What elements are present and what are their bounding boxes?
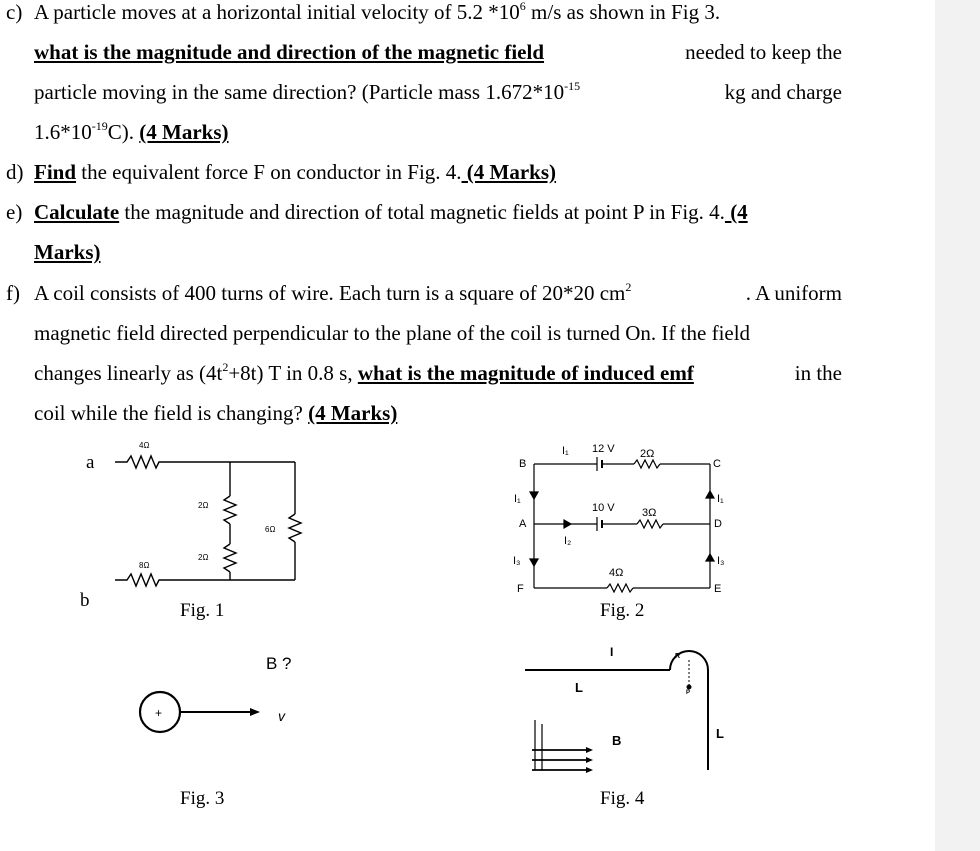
question-c-line1-end: m/s as shown in Fig 3. bbox=[525, 0, 721, 24]
fig2-arrow-i3-left bbox=[530, 559, 538, 566]
fig3-diagram bbox=[130, 645, 330, 745]
fig1-resistor-bottom bbox=[115, 574, 165, 586]
fig2-r-mid: 3Ω bbox=[642, 507, 657, 519]
question-e bbox=[0, 192, 935, 272]
fig4-diagram bbox=[520, 620, 750, 780]
question-c-line4: 1.6*10 bbox=[34, 120, 92, 144]
question-c-emphasis: what is the magnitude and direction of the magnetic field bbox=[34, 40, 545, 64]
question-d-verb: Find bbox=[34, 160, 77, 184]
fig2-circuit bbox=[512, 436, 742, 596]
fig1-r-top-label: 4Ω bbox=[139, 441, 150, 450]
question-f-marks: (4 Marks) bbox=[308, 401, 398, 425]
fig3-caption: Fig. 3 bbox=[180, 788, 225, 809]
fig1-r-right-label: 6Ω bbox=[265, 525, 276, 534]
fig4-conductor-2-arrow bbox=[586, 757, 593, 763]
question-d-text bbox=[34, 152, 842, 192]
question-e-marks-part1: (4 bbox=[724, 200, 748, 224]
fig2-r-bot: 4Ω bbox=[609, 567, 624, 579]
fig4-length-label-1: L bbox=[575, 680, 583, 695]
fig2-node-f: F bbox=[517, 583, 524, 595]
fig2-arrow-i2 bbox=[564, 520, 571, 528]
fig4-field-label: B bbox=[612, 733, 622, 748]
question-c bbox=[0, 0, 935, 152]
velocity-exponent: 6 bbox=[519, 0, 526, 13]
fig3-field-label: B ? bbox=[266, 654, 292, 673]
fig1-terminal-b: b bbox=[80, 590, 90, 611]
fig2-arrow-i3-right bbox=[706, 554, 714, 561]
fig2-v-mid: 10 V bbox=[592, 502, 615, 514]
fig4-length-label-2: L bbox=[716, 726, 724, 741]
fig4-caption: Fig. 4 bbox=[600, 788, 645, 809]
question-e-label: e) bbox=[6, 200, 23, 224]
fig2-i2: I₂ bbox=[564, 535, 572, 547]
question-c-line1: A particle moves at a horizontal initial velocity of 5.2 *10 bbox=[34, 0, 520, 24]
question-d bbox=[0, 152, 935, 192]
question-d-marks: (4 Marks) bbox=[461, 160, 557, 184]
fig1-r-bottom-label: 8Ω bbox=[139, 561, 150, 570]
question-e-body: the magnitude and direction of total magnetic fields at point P in Fig. 4. bbox=[119, 200, 725, 224]
question-f-line4: coil while the field is changing? bbox=[34, 401, 309, 425]
fig2-node-a: A bbox=[519, 518, 527, 530]
fig1-r-mid2-label: 2Ω bbox=[198, 553, 209, 562]
fig2-r-top: 2Ω bbox=[640, 448, 655, 460]
time-exponent: 2 bbox=[222, 360, 229, 374]
fig3-velocity-label: v bbox=[278, 708, 285, 724]
fig1-terminal-a: a bbox=[86, 452, 95, 473]
question-e-text bbox=[34, 192, 842, 272]
fig2-node-d: D bbox=[714, 518, 722, 530]
fig1-resistor-top bbox=[115, 456, 165, 468]
fig4-current-label: I bbox=[610, 645, 614, 659]
fig1-resistor-mid2 bbox=[224, 544, 236, 572]
fig2-i3-right: I₃ bbox=[717, 555, 725, 567]
fig2-i1-right: I₁ bbox=[717, 493, 724, 505]
fig1-resistor-right bbox=[289, 514, 301, 542]
fig4-conductor-3-arrow bbox=[586, 767, 593, 773]
question-f-label: f) bbox=[6, 281, 20, 305]
question-c-line2-end: needed to keep the bbox=[679, 40, 842, 64]
fig4-point-p bbox=[687, 685, 691, 689]
fig4-radius-label: R bbox=[675, 653, 681, 660]
right-margin-panel bbox=[935, 0, 980, 851]
question-c-marks: (4 Marks) bbox=[139, 120, 229, 144]
fig1-circuit bbox=[105, 438, 335, 598]
question-c-line4-end: C). bbox=[107, 120, 140, 144]
fig2-resistor-bottom bbox=[607, 584, 633, 592]
fig4-point-label: P bbox=[686, 690, 691, 696]
fig2-node-e: E bbox=[714, 583, 722, 595]
question-f bbox=[0, 273, 935, 433]
area-exponent: 2 bbox=[625, 280, 632, 294]
fig4-conductor-1-arrow bbox=[586, 747, 593, 753]
question-e-verb: Calculate bbox=[34, 200, 120, 224]
fig2-v-top: 12 V bbox=[592, 443, 615, 455]
question-c-label: c) bbox=[6, 0, 23, 24]
question-f-line1: A coil consists of 400 turns of wire. Each turn is a square of 20*20 cm bbox=[34, 281, 626, 305]
fig2-arrow-i1-left bbox=[530, 492, 538, 499]
question-d-label: d) bbox=[6, 160, 24, 184]
fig1-resistor-mid1 bbox=[224, 496, 236, 524]
question-d-body: the equivalent force F on conductor in Fig. 4. bbox=[76, 160, 462, 184]
question-f-line3: changes linearly as (4t bbox=[34, 361, 223, 385]
question-c-text bbox=[34, 0, 842, 152]
fig1-caption: Fig. 1 bbox=[180, 600, 225, 621]
fig2-i1-left: I₁ bbox=[514, 493, 521, 505]
fig3-charge-sign: + bbox=[155, 706, 163, 720]
fig2-arrow-i1-right bbox=[706, 491, 714, 498]
fig2-resistor-mid bbox=[637, 520, 663, 528]
question-c-line3-end: kg and charge bbox=[719, 80, 842, 104]
mass-exponent: -15 bbox=[564, 79, 581, 93]
question-e-marks-part2: Marks) bbox=[34, 240, 101, 264]
question-f-text bbox=[34, 273, 842, 433]
question-f-emphasis: what is the magnitude of induced emf bbox=[357, 361, 694, 385]
question-f-line1-end: . A uniform bbox=[745, 281, 842, 305]
fig1-r-mid1-label: 2Ω bbox=[198, 501, 209, 510]
question-f-line3-end: in the bbox=[789, 361, 842, 385]
question-f-line2: magnetic field directed perpendicular to the plane of the coil is turned On. If the field bbox=[34, 321, 751, 345]
fig2-node-c: C bbox=[713, 458, 721, 470]
question-f-line3-mid: +8t) T in 0.8 s, bbox=[228, 361, 358, 385]
fig2-i1-top: I₁ bbox=[562, 445, 569, 457]
fig2-caption: Fig. 2 bbox=[600, 600, 645, 621]
charge-exponent: -19 bbox=[91, 119, 108, 133]
fig2-node-b: B bbox=[519, 458, 527, 470]
fig2-resistor-top bbox=[634, 460, 660, 468]
fig2-i3-left: I₃ bbox=[513, 555, 521, 567]
fig3-arrow-head bbox=[250, 708, 260, 716]
question-c-line3: particle moving in the same direction? (Particle mass 1.672*10 bbox=[34, 80, 565, 104]
